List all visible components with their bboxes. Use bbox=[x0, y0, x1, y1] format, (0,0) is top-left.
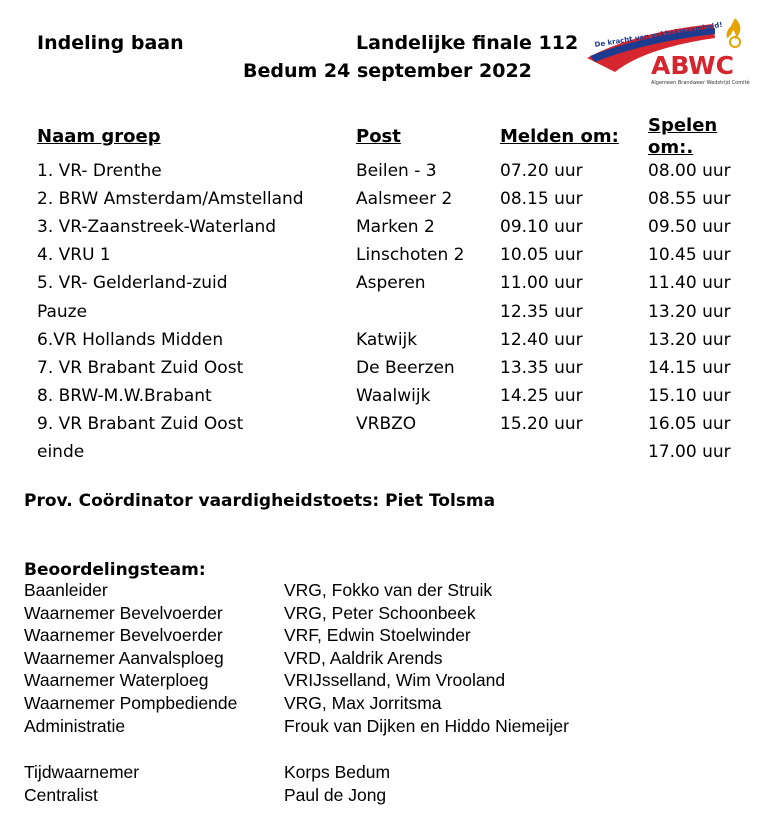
team-role: Waarnemer Bevelvoerder bbox=[24, 625, 223, 646]
row-2-group: 2. BRW Amsterdam/Amstelland bbox=[37, 189, 304, 210]
row-5-report: 11.00 uur bbox=[500, 273, 583, 294]
page-title: Landelijke finale 112 bbox=[356, 32, 579, 54]
row-4-report: 10.05 uur bbox=[500, 245, 583, 266]
row-10-play: 16.05 uur bbox=[648, 413, 731, 434]
row-11-group: einde bbox=[37, 442, 85, 462]
row-8-group: 7. VR Brabant Zuid Oost bbox=[37, 357, 244, 378]
team-member-name: VRIJsselland, Wim Vrooland bbox=[284, 670, 506, 691]
row-5-post: Asperen bbox=[356, 273, 426, 294]
col-header-post: Post bbox=[356, 126, 401, 147]
col-header-play-1: Spelen bbox=[648, 115, 718, 136]
row-7-play: 13.20 uur bbox=[648, 329, 731, 350]
team-role: Waarnemer Waterploeg bbox=[24, 670, 209, 691]
helmet-icon bbox=[730, 37, 740, 47]
row-5-group: 5. VR- Gelderland-zuid bbox=[37, 273, 228, 294]
row-9-report: 14.25 uur bbox=[500, 385, 583, 406]
row-10-post: VRBZO bbox=[356, 413, 417, 434]
row-7-post: Katwijk bbox=[356, 329, 418, 350]
team-role: Baanleider bbox=[24, 580, 108, 600]
row-8-report: 13.35 uur bbox=[500, 357, 583, 378]
row-10-group: 9. VR Brabant Zuid Oost bbox=[37, 413, 244, 434]
team-member-name: Paul de Jong bbox=[284, 784, 387, 805]
team-title: Beoordelingsteam: bbox=[24, 560, 206, 580]
row-1-report: 07.20 uur bbox=[500, 161, 583, 181]
row-5-play: 11.40 uur bbox=[648, 273, 731, 294]
row-2-play: 08.55 uur bbox=[648, 189, 731, 210]
col-header-play-2: om:. bbox=[648, 137, 694, 158]
row-3-play: 09.50 uur bbox=[648, 217, 731, 238]
header-left: Indeling baan bbox=[37, 32, 184, 54]
row-1-post: Beilen - 3 bbox=[356, 161, 437, 181]
team-role: Tijdwaarnemer bbox=[24, 762, 140, 782]
row-8-play: 14.15 uur bbox=[648, 357, 731, 378]
row-6-play: 13.20 uur bbox=[648, 301, 731, 322]
logo-subtext: Algemeen Brandweer Wedstrijd Comité bbox=[651, 80, 750, 86]
row-7-report: 12.40 uur bbox=[500, 329, 583, 350]
team-role: Waarnemer Bevelvoerder bbox=[24, 602, 223, 623]
row-3-group: 3. VR-Zaanstreek-Waterland bbox=[37, 217, 277, 238]
team-member-name: Frouk van Dijken en Hiddo Niemeijer bbox=[284, 715, 569, 736]
row-6-report: 12.35 uur bbox=[500, 301, 583, 322]
row-1-group: 1. VR- Drenthe bbox=[37, 161, 162, 181]
row-9-post: Waalwijk bbox=[356, 385, 431, 406]
team-role: Waarnemer Pompbediende bbox=[24, 693, 238, 713]
abwc-logo bbox=[585, 14, 760, 94]
team-role: Centralist bbox=[24, 784, 98, 805]
row-2-report: 08.15 uur bbox=[500, 189, 583, 210]
row-2-post: Aalsmeer 2 bbox=[356, 189, 453, 210]
team-member-name: VRD, Aaldrik Arends bbox=[284, 647, 443, 668]
row-6-group: Pauze bbox=[37, 301, 88, 322]
logo-tagline: De kracht van vakbekwaamheid! bbox=[594, 20, 724, 49]
row-4-play: 10.45 uur bbox=[648, 245, 731, 266]
team-member-name: VRG, Fokko van der Struik bbox=[284, 580, 493, 600]
row-1-play: 08.00 uur bbox=[648, 161, 731, 181]
row-3-report: 09.10 uur bbox=[500, 217, 583, 238]
team-member-name: VRF, Edwin Stoelwinder bbox=[284, 625, 471, 646]
logo-name: ABWC bbox=[651, 51, 734, 80]
team-member-name: VRG, Max Jorritsma bbox=[284, 693, 442, 713]
row-9-group: 8. BRW-M.W.Brabant bbox=[37, 385, 212, 406]
col-header-group: Naam groep bbox=[37, 126, 161, 147]
team-member-name: VRG, Peter Schoonbeek bbox=[284, 602, 476, 623]
row-9-play: 15.10 uur bbox=[648, 385, 731, 406]
coordinator-line: Prov. Coördinator vaardigheidstoets: Piet Tolsma bbox=[24, 491, 496, 511]
row-4-post: Linschoten 2 bbox=[356, 245, 465, 266]
row-4-group: 4. VRU 1 bbox=[37, 245, 111, 266]
team-role: Waarnemer Aanvalsploeg bbox=[24, 647, 224, 668]
row-7-group: 6.VR Hollands Midden bbox=[37, 329, 224, 350]
col-header-report: Melden om: bbox=[500, 126, 619, 147]
team-role: Administratie bbox=[24, 715, 126, 736]
team-member-name: Korps Bedum bbox=[284, 762, 391, 782]
page-subtitle: Bedum 24 september 2022 bbox=[243, 60, 532, 82]
row-3-post: Marken 2 bbox=[356, 217, 435, 238]
row-8-post: De Beerzen bbox=[356, 357, 455, 378]
abwc-logo-graphic bbox=[585, 14, 760, 94]
row-10-report: 15.20 uur bbox=[500, 413, 583, 434]
row-11-play: 17.00 uur bbox=[648, 442, 731, 462]
